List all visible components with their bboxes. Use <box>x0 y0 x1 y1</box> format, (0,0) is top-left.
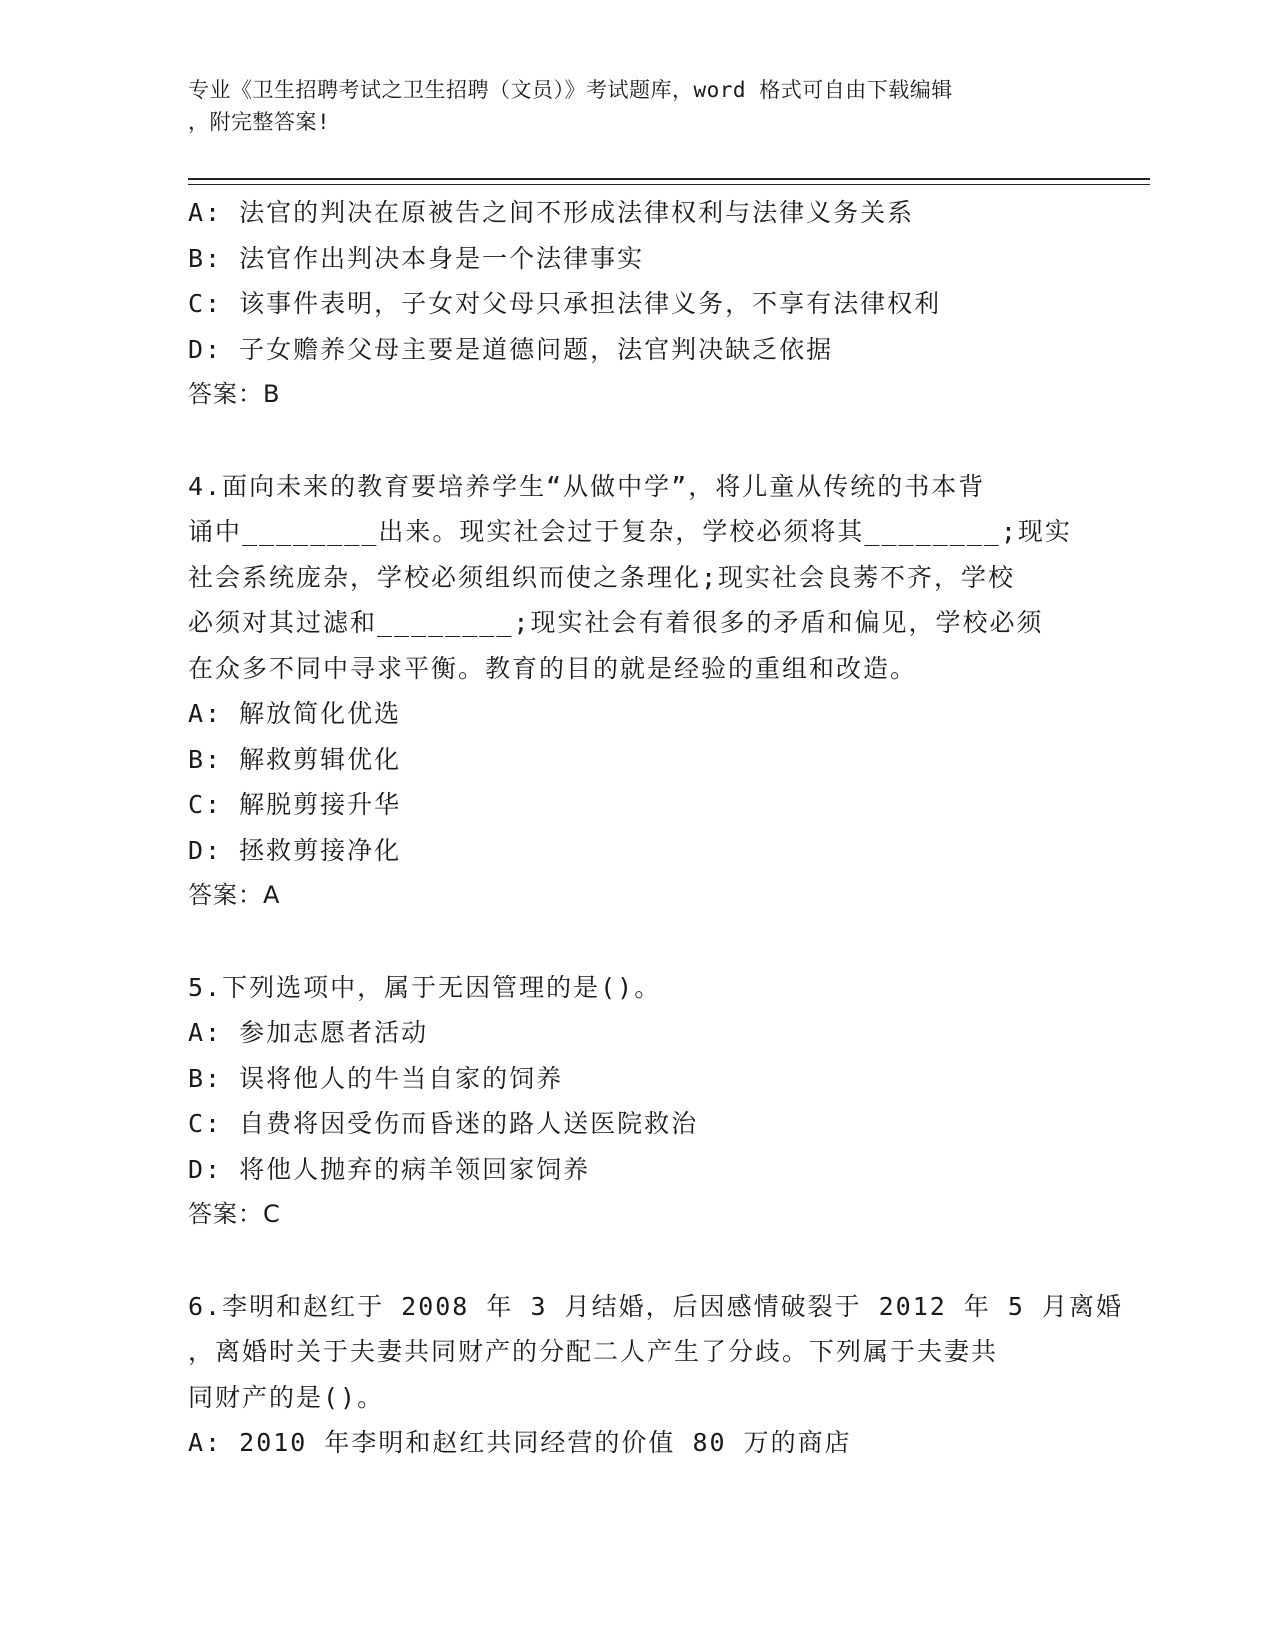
question-3 <box>188 190 1088 418</box>
option-d: D: 将他人抛弃的病羊领回家饲养 <box>188 1154 591 1184</box>
option-a: A: 解放简化优选 <box>188 699 402 728</box>
question-6 <box>188 1284 1124 1466</box>
stem-line: ，离婚时关于夫妻共同财产的分配二人产生了分歧。下列属于夫妻共 <box>188 1337 999 1366</box>
stem-line: 4.面向未来的教育要培养学生“从做中学”，将儿童从传统的书本背 <box>188 471 986 501</box>
option-a: A: 参加志愿者活动 <box>188 1018 429 1047</box>
header-divider-thin <box>188 184 1150 185</box>
option-a: A: 2010 年李明和赵红共同经营的价值 80 万的商店 <box>188 1428 852 1457</box>
stem-line: 6.李明和赵红于 2008 年 3 月结婚，后因感情破裂于 2012 年 5 月离婚 <box>188 1291 1124 1321</box>
answer: 答案：B <box>188 380 281 408</box>
header-line-1: 专业《卫生招聘考试之卫生招聘（文员）》考试题库，word 格式可自由下载编辑 <box>188 78 953 102</box>
header-divider-thick <box>188 178 1150 180</box>
question-list <box>188 190 1124 1466</box>
spacer <box>188 919 1088 965</box>
stem-line: 社会系统庞杂，学校必须组织而使之条理化;现实社会良莠不齐，学校 <box>188 562 1016 592</box>
answer: 答案：C <box>188 1200 281 1228</box>
question-4 <box>188 464 1088 919</box>
option-a: A: 法官的判决在原被告之间不形成法律权利与法律义务关系 <box>188 198 915 227</box>
option-c: C: 该事件表明，子女对父母只承担法律义务，不享有法律权利 <box>188 289 942 318</box>
option-b: B: 误将他人的牛当自家的饲养 <box>188 1063 564 1093</box>
question-stem <box>188 464 1088 692</box>
stem-line: 5.下列选项中，属于无因管理的是()。 <box>188 972 662 1002</box>
question-stem <box>188 965 1088 1011</box>
spacer <box>188 1238 1088 1284</box>
option-d: D: 拯救剪接净化 <box>188 835 402 865</box>
spacer <box>188 418 1088 464</box>
stem-line: 必须对其过滤和________;现实社会有着很多的矛盾和偏见，学校必须 <box>188 608 1044 637</box>
stem-line: 诵中________出来。现实社会过于复杂，学校必须将其________;现实 <box>188 517 1072 546</box>
option-c: C: 解脱剪接升华 <box>188 790 402 819</box>
option-c: C: 自费将因受伤而昏迷的路人送医院救治 <box>188 1109 699 1138</box>
stem-line: 在众多不同中寻求平衡。教育的目的就是经验的重组和改造。 <box>188 653 918 683</box>
header-line-2: ，附完整答案! <box>188 110 331 134</box>
option-b: B: 法官作出判决本身是一个法律事实 <box>188 243 645 273</box>
question-5 <box>188 965 1088 1238</box>
answer: 答案：A <box>188 881 281 909</box>
question-stem <box>188 1284 1124 1421</box>
option-b: B: 解救剪辑优化 <box>188 744 402 774</box>
document-header <box>188 74 1068 138</box>
option-d: D: 子女赡养父母主要是道德问题，法官判决缺乏依据 <box>188 334 834 364</box>
stem-line: 同财产的是()。 <box>188 1382 385 1412</box>
